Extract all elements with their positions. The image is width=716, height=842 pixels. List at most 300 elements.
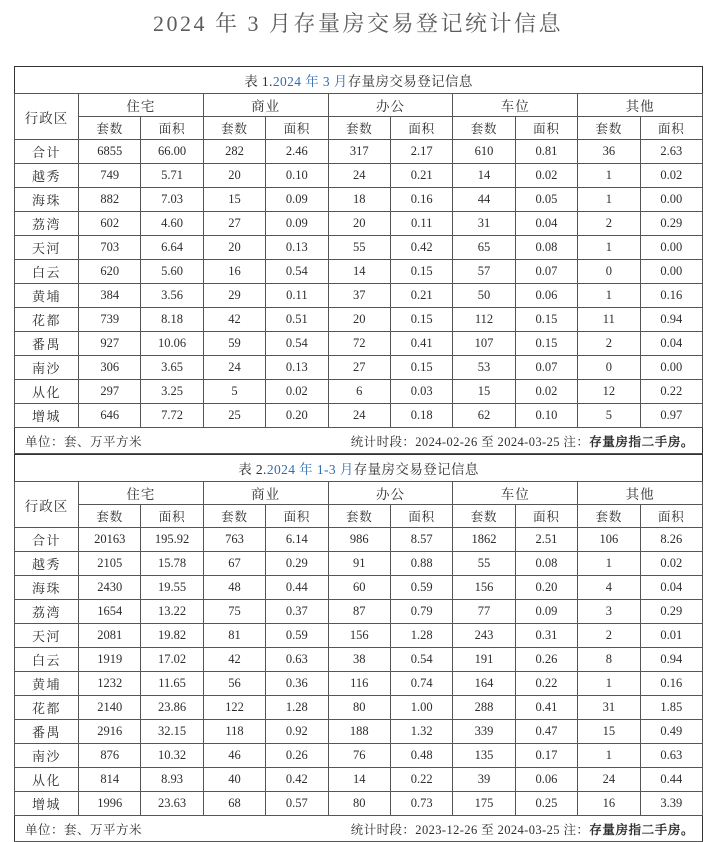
- table-2-sub-header-row: [15, 505, 703, 528]
- area-cell: 4.60: [141, 212, 203, 236]
- header-sub-count-5: 套数: [578, 117, 640, 140]
- table-1-head: [15, 67, 703, 140]
- area-cell: 13.22: [141, 600, 203, 624]
- count-cell: 50: [453, 284, 515, 308]
- page-title: 2024 年 3 月存量房交易登记统计信息: [152, 11, 563, 36]
- area-cell: 0.26: [515, 648, 577, 672]
- count-cell: 2: [578, 212, 640, 236]
- table-row: [15, 576, 703, 600]
- header-group-residential: 住宅: [79, 482, 204, 505]
- area-cell: 66.00: [141, 140, 203, 164]
- area-cell: 0.13: [266, 236, 328, 260]
- area-cell: 5.71: [141, 164, 203, 188]
- count-cell: 610: [453, 140, 515, 164]
- area-cell: 8.93: [141, 768, 203, 792]
- area-cell: 0.15: [390, 356, 452, 380]
- count-cell: 620: [79, 260, 141, 284]
- area-cell: 5.60: [141, 260, 203, 284]
- area-cell: 0.74: [390, 672, 452, 696]
- area-cell: 0.17: [515, 744, 577, 768]
- region-cell: 荔湾: [15, 212, 79, 236]
- count-cell: 1: [578, 188, 640, 212]
- caption-prefix: 表 1.: [244, 74, 273, 89]
- count-cell: 2105: [79, 552, 141, 576]
- header-sub-area-3: 面积: [390, 117, 452, 140]
- header-sub-count-4: 套数: [453, 117, 515, 140]
- table-2-caption-row: [15, 455, 703, 482]
- table-1-footer: [15, 428, 703, 454]
- count-cell: 77: [453, 600, 515, 624]
- count-cell: 55: [328, 236, 390, 260]
- count-cell: 1: [578, 236, 640, 260]
- header-group-parking: 车位: [453, 482, 578, 505]
- count-cell: 16: [578, 792, 640, 816]
- area-cell: 0.92: [266, 720, 328, 744]
- caption-period-highlight: 2024 年 3 月: [272, 74, 348, 89]
- table-row: [15, 696, 703, 720]
- area-cell: 0.59: [266, 624, 328, 648]
- area-cell: 3.65: [141, 356, 203, 380]
- area-cell: 0.49: [640, 720, 703, 744]
- area-cell: 0.02: [515, 164, 577, 188]
- header-sub-area-2: 面积: [266, 117, 328, 140]
- area-cell: 0.09: [266, 212, 328, 236]
- count-cell: 20163: [79, 528, 141, 552]
- table-row: [15, 600, 703, 624]
- area-cell: 0.01: [640, 624, 703, 648]
- footer-unit-1: 单位：套、万平方米: [25, 434, 143, 449]
- count-cell: 175: [453, 792, 515, 816]
- table-1-foot: [15, 428, 703, 454]
- area-cell: 0.41: [515, 696, 577, 720]
- caption-period-highlight: 2024 年 1-3 月: [266, 462, 354, 477]
- count-cell: 1: [578, 552, 640, 576]
- area-cell: 0.20: [515, 576, 577, 600]
- count-cell: 243: [453, 624, 515, 648]
- area-cell: 0.00: [640, 188, 703, 212]
- header-group-commercial: 商业: [203, 482, 328, 505]
- region-cell: 越秀: [15, 552, 79, 576]
- footer-unit-2: 单位：套、万平方米: [25, 822, 143, 837]
- count-cell: 1: [578, 672, 640, 696]
- count-cell: 986: [328, 528, 390, 552]
- region-cell: 番禺: [15, 720, 79, 744]
- area-cell: 11.65: [141, 672, 203, 696]
- area-cell: 0.48: [390, 744, 452, 768]
- count-cell: 339: [453, 720, 515, 744]
- area-cell: 0.21: [390, 284, 452, 308]
- footer-period-1: 统计时段：2024-02-26 至 2024-03-25: [350, 434, 560, 449]
- area-cell: 0.22: [640, 380, 703, 404]
- count-cell: 42: [203, 308, 265, 332]
- area-cell: 0.06: [515, 284, 577, 308]
- header-sub-area-4: 面积: [515, 505, 577, 528]
- header-sub-count-3: 套数: [328, 117, 390, 140]
- count-cell: 6855: [79, 140, 141, 164]
- count-cell: 602: [79, 212, 141, 236]
- count-cell: 57: [453, 260, 515, 284]
- count-cell: 2: [578, 624, 640, 648]
- area-cell: 0.20: [266, 404, 328, 428]
- count-cell: 2081: [79, 624, 141, 648]
- table-2-footer: [15, 816, 703, 842]
- area-cell: 6.14: [266, 528, 328, 552]
- area-cell: 0.63: [266, 648, 328, 672]
- footer-note-1: [351, 432, 694, 450]
- count-cell: 29: [203, 284, 265, 308]
- count-cell: 62: [453, 404, 515, 428]
- table-1-body: [15, 140, 703, 428]
- area-cell: 19.82: [141, 624, 203, 648]
- count-cell: 59: [203, 332, 265, 356]
- count-cell: 0: [578, 260, 640, 284]
- count-cell: 739: [79, 308, 141, 332]
- region-cell: 白云: [15, 260, 79, 284]
- count-cell: 27: [203, 212, 265, 236]
- stat-table-1: [14, 66, 703, 454]
- area-cell: 1.00: [390, 696, 452, 720]
- table-row: [15, 768, 703, 792]
- header-sub-count-1: 套数: [79, 117, 141, 140]
- region-cell: 增城: [15, 792, 79, 816]
- table-1-caption: [15, 67, 703, 94]
- header-region-label: 行政区: [15, 482, 79, 528]
- count-cell: 14: [328, 768, 390, 792]
- table-row: [15, 552, 703, 576]
- count-cell: 60: [328, 576, 390, 600]
- footer-note-text-2: 存量房指二手房。: [589, 822, 695, 837]
- count-cell: 36: [578, 140, 640, 164]
- count-cell: 1862: [453, 528, 515, 552]
- area-cell: 0.11: [266, 284, 328, 308]
- header-sub-count-2: 套数: [203, 505, 265, 528]
- table-row: [15, 140, 703, 164]
- count-cell: 122: [203, 696, 265, 720]
- table-1-sub-header-row: [15, 117, 703, 140]
- stat-table-2: [14, 454, 703, 842]
- area-cell: 7.03: [141, 188, 203, 212]
- count-cell: 20: [328, 308, 390, 332]
- region-cell: 从化: [15, 380, 79, 404]
- area-cell: 0.36: [266, 672, 328, 696]
- count-cell: 882: [79, 188, 141, 212]
- count-cell: 156: [453, 576, 515, 600]
- area-cell: 0.13: [266, 356, 328, 380]
- table-block-1: [14, 66, 702, 454]
- count-cell: 80: [328, 696, 390, 720]
- count-cell: 8: [578, 648, 640, 672]
- table-row: [15, 744, 703, 768]
- count-cell: 3: [578, 600, 640, 624]
- area-cell: 23.63: [141, 792, 203, 816]
- count-cell: 56: [203, 672, 265, 696]
- region-cell: 番禺: [15, 332, 79, 356]
- count-cell: 288: [453, 696, 515, 720]
- count-cell: 1: [578, 744, 640, 768]
- count-cell: 24: [203, 356, 265, 380]
- header-group-residential: 住宅: [79, 94, 204, 117]
- area-cell: 0.29: [640, 212, 703, 236]
- area-cell: 0.44: [640, 768, 703, 792]
- area-cell: 0.04: [515, 212, 577, 236]
- count-cell: 44: [453, 188, 515, 212]
- count-cell: 646: [79, 404, 141, 428]
- area-cell: 3.56: [141, 284, 203, 308]
- area-cell: 1.28: [266, 696, 328, 720]
- count-cell: 67: [203, 552, 265, 576]
- count-cell: 27: [328, 356, 390, 380]
- area-cell: 3.25: [141, 380, 203, 404]
- area-cell: 0.16: [640, 672, 703, 696]
- count-cell: 14: [453, 164, 515, 188]
- area-cell: 0.11: [390, 212, 452, 236]
- count-cell: 116: [328, 672, 390, 696]
- count-cell: 12: [578, 380, 640, 404]
- count-cell: 24: [328, 404, 390, 428]
- caption-suffix: 存量房交易登记信息: [353, 462, 479, 477]
- count-cell: 16: [203, 260, 265, 284]
- count-cell: 38: [328, 648, 390, 672]
- count-cell: 1: [578, 284, 640, 308]
- area-cell: 0.81: [515, 140, 577, 164]
- area-cell: 0.18: [390, 404, 452, 428]
- area-cell: 0.51: [266, 308, 328, 332]
- area-cell: 0.31: [515, 624, 577, 648]
- count-cell: 75: [203, 600, 265, 624]
- count-cell: 1919: [79, 648, 141, 672]
- header-sub-count-1: 套数: [79, 505, 141, 528]
- count-cell: 282: [203, 140, 265, 164]
- table-1-group-header-row: [15, 94, 703, 117]
- count-cell: 37: [328, 284, 390, 308]
- area-cell: 0.37: [266, 600, 328, 624]
- table-row: [15, 648, 703, 672]
- area-cell: 0.10: [266, 164, 328, 188]
- area-cell: 0.29: [266, 552, 328, 576]
- area-cell: 0.26: [266, 744, 328, 768]
- region-cell: 天河: [15, 236, 79, 260]
- caption-prefix: 表 2.: [238, 462, 267, 477]
- area-cell: 0.15: [390, 308, 452, 332]
- table-2-foot: [15, 816, 703, 842]
- area-cell: 2.51: [515, 528, 577, 552]
- region-cell: 合计: [15, 140, 79, 164]
- table-row: [15, 164, 703, 188]
- count-cell: 4: [578, 576, 640, 600]
- area-cell: 0.00: [640, 236, 703, 260]
- area-cell: 0.94: [640, 648, 703, 672]
- area-cell: 1.85: [640, 696, 703, 720]
- area-cell: 0.15: [390, 260, 452, 284]
- area-cell: 15.78: [141, 552, 203, 576]
- area-cell: 7.72: [141, 404, 203, 428]
- region-cell: 天河: [15, 624, 79, 648]
- area-cell: 0.73: [390, 792, 452, 816]
- table-row: [15, 792, 703, 816]
- table-row: [15, 260, 703, 284]
- table-row: [15, 308, 703, 332]
- area-cell: 0.42: [266, 768, 328, 792]
- count-cell: 703: [79, 236, 141, 260]
- count-cell: 20: [203, 164, 265, 188]
- header-sub-area-1: 面积: [141, 117, 203, 140]
- count-cell: 876: [79, 744, 141, 768]
- area-cell: 0.00: [640, 356, 703, 380]
- header-region-label: 行政区: [15, 94, 79, 140]
- count-cell: 164: [453, 672, 515, 696]
- count-cell: 118: [203, 720, 265, 744]
- count-cell: 156: [328, 624, 390, 648]
- area-cell: 0.63: [640, 744, 703, 768]
- count-cell: 306: [79, 356, 141, 380]
- header-sub-area-3: 面积: [390, 505, 452, 528]
- count-cell: 20: [328, 212, 390, 236]
- count-cell: 31: [453, 212, 515, 236]
- area-cell: 17.02: [141, 648, 203, 672]
- footer-note-label-2: 注：: [563, 822, 590, 837]
- table-row: [15, 212, 703, 236]
- count-cell: 81: [203, 624, 265, 648]
- footer-note-text-1: 存量房指二手房。: [589, 434, 695, 449]
- count-cell: 31: [578, 696, 640, 720]
- count-cell: 24: [578, 768, 640, 792]
- area-cell: 0.42: [390, 236, 452, 260]
- table-row: [15, 356, 703, 380]
- area-cell: 10.06: [141, 332, 203, 356]
- table-1-footer-row: [15, 428, 703, 454]
- count-cell: 106: [578, 528, 640, 552]
- count-cell: 72: [328, 332, 390, 356]
- region-cell: 黄埔: [15, 284, 79, 308]
- area-cell: 0.57: [266, 792, 328, 816]
- region-cell: 海珠: [15, 188, 79, 212]
- header-sub-count-5: 套数: [578, 505, 640, 528]
- count-cell: 20: [203, 236, 265, 260]
- region-cell: 花都: [15, 696, 79, 720]
- count-cell: 112: [453, 308, 515, 332]
- area-cell: 10.32: [141, 744, 203, 768]
- count-cell: 297: [79, 380, 141, 404]
- area-cell: 0.54: [266, 332, 328, 356]
- area-cell: 0.09: [515, 600, 577, 624]
- count-cell: 384: [79, 284, 141, 308]
- footer-note-2: [351, 820, 694, 838]
- area-cell: 3.39: [640, 792, 703, 816]
- header-group-office: 办公: [328, 94, 453, 117]
- count-cell: 5: [203, 380, 265, 404]
- area-cell: 6.64: [141, 236, 203, 260]
- table-row: [15, 528, 703, 552]
- count-cell: 5: [578, 404, 640, 428]
- count-cell: 42: [203, 648, 265, 672]
- area-cell: 19.55: [141, 576, 203, 600]
- area-cell: 0.54: [390, 648, 452, 672]
- count-cell: 2430: [79, 576, 141, 600]
- region-cell: 增城: [15, 404, 79, 428]
- area-cell: 0.44: [266, 576, 328, 600]
- area-cell: 0.02: [640, 552, 703, 576]
- area-cell: 0.08: [515, 236, 577, 260]
- area-cell: 1.28: [390, 624, 452, 648]
- count-cell: 814: [79, 768, 141, 792]
- area-cell: 0.16: [390, 188, 452, 212]
- table-2-caption: [15, 455, 703, 482]
- count-cell: 14: [328, 260, 390, 284]
- count-cell: 0: [578, 356, 640, 380]
- table-row: [15, 188, 703, 212]
- table-block-2: [14, 454, 702, 842]
- count-cell: 107: [453, 332, 515, 356]
- region-cell: 越秀: [15, 164, 79, 188]
- area-cell: 0.22: [515, 672, 577, 696]
- area-cell: 0.08: [515, 552, 577, 576]
- header-sub-area-2: 面积: [266, 505, 328, 528]
- area-cell: 2.63: [640, 140, 703, 164]
- area-cell: 23.86: [141, 696, 203, 720]
- table-row: [15, 284, 703, 308]
- header-group-parking: 车位: [453, 94, 578, 117]
- region-cell: 花都: [15, 308, 79, 332]
- region-cell: 海珠: [15, 576, 79, 600]
- area-cell: 0.59: [390, 576, 452, 600]
- footer-note-label-1: 注：: [563, 434, 590, 449]
- area-cell: 0.54: [266, 260, 328, 284]
- count-cell: 763: [203, 528, 265, 552]
- area-cell: 0.41: [390, 332, 452, 356]
- table-2-group-header-row: [15, 482, 703, 505]
- area-cell: 0.15: [515, 308, 577, 332]
- area-cell: 0.06: [515, 768, 577, 792]
- count-cell: 18: [328, 188, 390, 212]
- count-cell: 749: [79, 164, 141, 188]
- table-row: [15, 672, 703, 696]
- count-cell: 87: [328, 600, 390, 624]
- area-cell: 0.94: [640, 308, 703, 332]
- area-cell: 0.04: [640, 576, 703, 600]
- count-cell: 40: [203, 768, 265, 792]
- header-sub-area-1: 面积: [141, 505, 203, 528]
- area-cell: 0.07: [515, 356, 577, 380]
- count-cell: 317: [328, 140, 390, 164]
- area-cell: 8.26: [640, 528, 703, 552]
- count-cell: 15: [203, 188, 265, 212]
- count-cell: 135: [453, 744, 515, 768]
- count-cell: 91: [328, 552, 390, 576]
- table-row: [15, 404, 703, 428]
- area-cell: 0.15: [515, 332, 577, 356]
- count-cell: 188: [328, 720, 390, 744]
- table-row: [15, 332, 703, 356]
- header-sub-area-4: 面积: [515, 117, 577, 140]
- header-sub-count-3: 套数: [328, 505, 390, 528]
- table-row: [15, 624, 703, 648]
- area-cell: 2.17: [390, 140, 452, 164]
- caption-suffix: 存量房交易登记信息: [347, 74, 473, 89]
- area-cell: 0.21: [390, 164, 452, 188]
- header-sub-count-2: 套数: [203, 117, 265, 140]
- count-cell: 1: [578, 164, 640, 188]
- area-cell: 0.47: [515, 720, 577, 744]
- count-cell: 2: [578, 332, 640, 356]
- table-2-head: [15, 455, 703, 528]
- area-cell: 195.92: [141, 528, 203, 552]
- count-cell: 927: [79, 332, 141, 356]
- area-cell: 0.00: [640, 260, 703, 284]
- count-cell: 24: [328, 164, 390, 188]
- area-cell: 0.05: [515, 188, 577, 212]
- count-cell: 76: [328, 744, 390, 768]
- count-cell: 1232: [79, 672, 141, 696]
